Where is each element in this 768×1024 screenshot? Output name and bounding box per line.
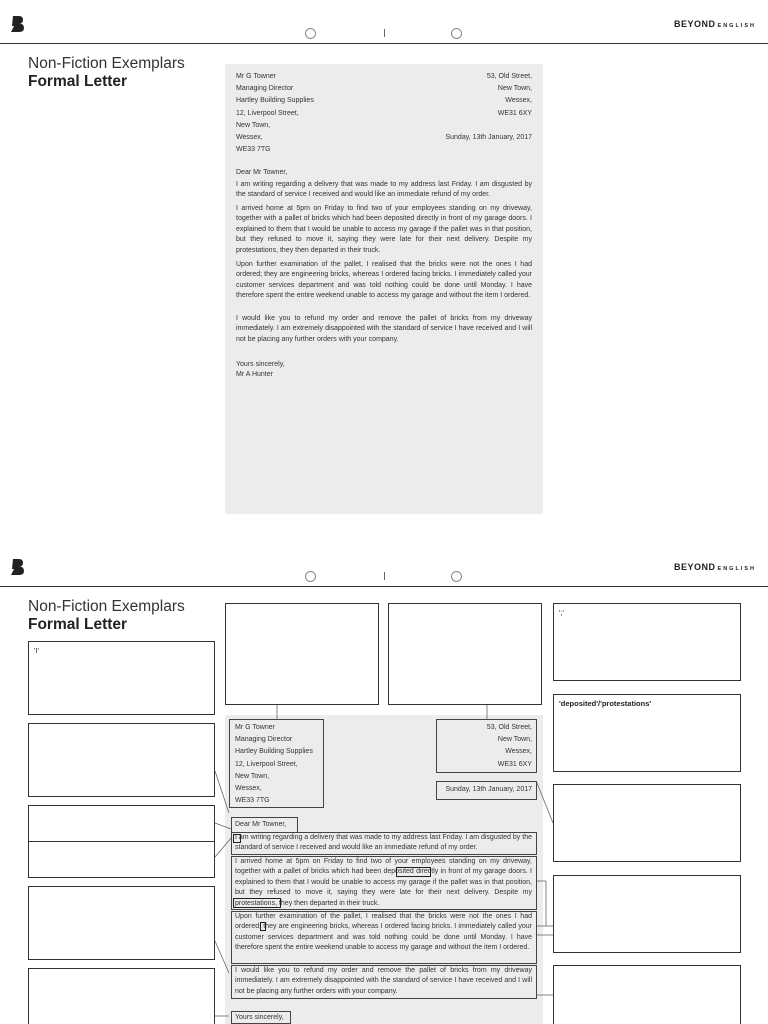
brand-wordmark [674, 19, 756, 29]
annotation-box[interactable] [28, 841, 215, 878]
annotation-box-recipient[interactable] [225, 603, 379, 705]
recipient-address: Mr G Towner Managing Director Hartley Building Supplies 12, Liverpool Street, New Town, Wessex, WE33 7TG [235, 724, 313, 805]
annotation-box-sender[interactable] [388, 603, 542, 705]
sender-address: 53, Old Street, New Town, Wessex, WE31 6XY [486, 73, 532, 117]
exemplar-page-2-annotated [0, 543, 768, 1024]
annotation-box[interactable] [553, 784, 741, 862]
page-subtitle: Formal Letter [28, 616, 128, 633]
annotation-label: ';' [559, 608, 564, 617]
letter-paragraph: I arrived home at 5pm on Friday to find two of your employees standing on my driveway, together with a pallet of bricks which had been deposited directly in front of my garage doors. I explained to them that I would be unable to access my garage if the pallet was in that position, but they refused to move it, saying they were late for their next delivery. Despite my protestations, they then departed in their truck. [235, 858, 532, 907]
closing: Yours sincerely, [236, 361, 285, 368]
signature: Mr A Hunter [236, 371, 273, 378]
annotation-box[interactable] [28, 968, 215, 1024]
annotation-box-vocabulary[interactable] [553, 694, 741, 772]
page-title: Non-Fiction Exemplars [28, 598, 185, 615]
annotation-label: 'deposited'/'protestations' [559, 699, 652, 708]
page-subtitle: Formal Letter [28, 73, 128, 90]
closing: Yours sincerely, [235, 1014, 284, 1021]
header-rule [0, 586, 768, 587]
brand-name: BEYOND [674, 562, 716, 572]
punch-hole-icon [305, 28, 316, 39]
centre-mark [384, 29, 385, 37]
annotation-box[interactable] [28, 886, 215, 960]
page-title: Non-Fiction Exemplars [28, 55, 185, 72]
annotation-box-semicolon[interactable] [553, 603, 741, 681]
letter-paragraph: I am writing regarding a delivery that was made to my address last Friday. I am disgusted by the standard of service I received and would like an immediate refund of my order. [236, 181, 532, 199]
letter-paragraph: Upon further examination of the pallet, I realised that the bricks were not the ones I had ordered; they are engineering bricks, whereas I ordered facing bricks. I immediately called your customer services department and was told nothing could be done until Monday. I have therefore spent the entire weekend unable to access my garage and without the item I ordered. [236, 261, 532, 300]
annotation-label: 'I' [34, 646, 39, 655]
punch-hole-icon [451, 571, 462, 582]
letter-paragraph: I arrived home at 5pm on Friday to find two of your employees standing on my driveway, together with a pallet of bricks which had been deposited directly in front of my garage doors. I explained to them that I would be unable to access my garage if the pallet was in that position, but they refused to move it, saying they were late for their next delivery. Despite my protestations, they then departed in their truck. [236, 205, 532, 254]
letter-paragraph: I would like you to refund my order and remove the pallet of bricks from my driveway immediately. I am extremely disappointed with the standard of service I have received and I will not be placing any further orders with your company. [235, 967, 532, 995]
letter-date: Sunday, 13th January, 2017 [445, 786, 532, 793]
header-rule [0, 43, 768, 44]
salutation: Dear Mr Towner, [235, 821, 287, 828]
letter-date: Sunday, 13th January, 2017 [445, 134, 532, 141]
beyond-logo-icon [10, 15, 26, 33]
annotation-box[interactable] [28, 805, 215, 842]
brand-sub: ENGLISH [717, 23, 756, 29]
annotation-box-pronoun[interactable] [28, 641, 215, 715]
letter-paragraph: Upon further examination of the pallet, I realised that the bricks were not the ones I had ordered; they are engineering bricks, whereas I ordered facing bricks. I immediately called your customer services department and was told nothing could be done until Monday. I have therefore spent the entire weekend unable to access my garage and without the item I ordered. [235, 913, 532, 952]
letter-paragraph: I am writing regarding a delivery that was made to my address last Friday. I am disgusted by the standard of service I received and would like an immediate refund of my order. [235, 834, 532, 852]
centre-mark [384, 572, 385, 580]
salutation: Dear Mr Towner, [236, 169, 288, 176]
sender-address: 53, Old Street, New Town, Wessex, WE31 6XY [486, 724, 532, 768]
beyond-logo-icon [10, 558, 26, 576]
brand-sub: ENGLISH [717, 566, 756, 572]
word-highlight-protestations [233, 898, 281, 908]
annotation-box[interactable] [28, 723, 215, 797]
punch-hole-icon [451, 28, 462, 39]
word-highlight-deposited [396, 867, 431, 877]
punch-hole-icon [305, 571, 316, 582]
annotation-box[interactable] [553, 875, 741, 953]
brand-wordmark [674, 562, 756, 572]
letter-paragraph: I would like you to refund my order and remove the pallet of bricks from my driveway immediately. I am extremely disappointed with the standard of service I have received and I will not be placing any further orders with your company. [236, 315, 532, 343]
pronoun-highlight [233, 834, 241, 843]
recipient-address: Mr G Towner Managing Director Hartley Building Supplies 12, Liverpool Street, New Town, Wessex, WE33 7TG [236, 73, 314, 154]
brand-name: BEYOND [674, 19, 716, 29]
semicolon-highlight [260, 922, 266, 931]
annotation-box[interactable] [553, 965, 741, 1024]
